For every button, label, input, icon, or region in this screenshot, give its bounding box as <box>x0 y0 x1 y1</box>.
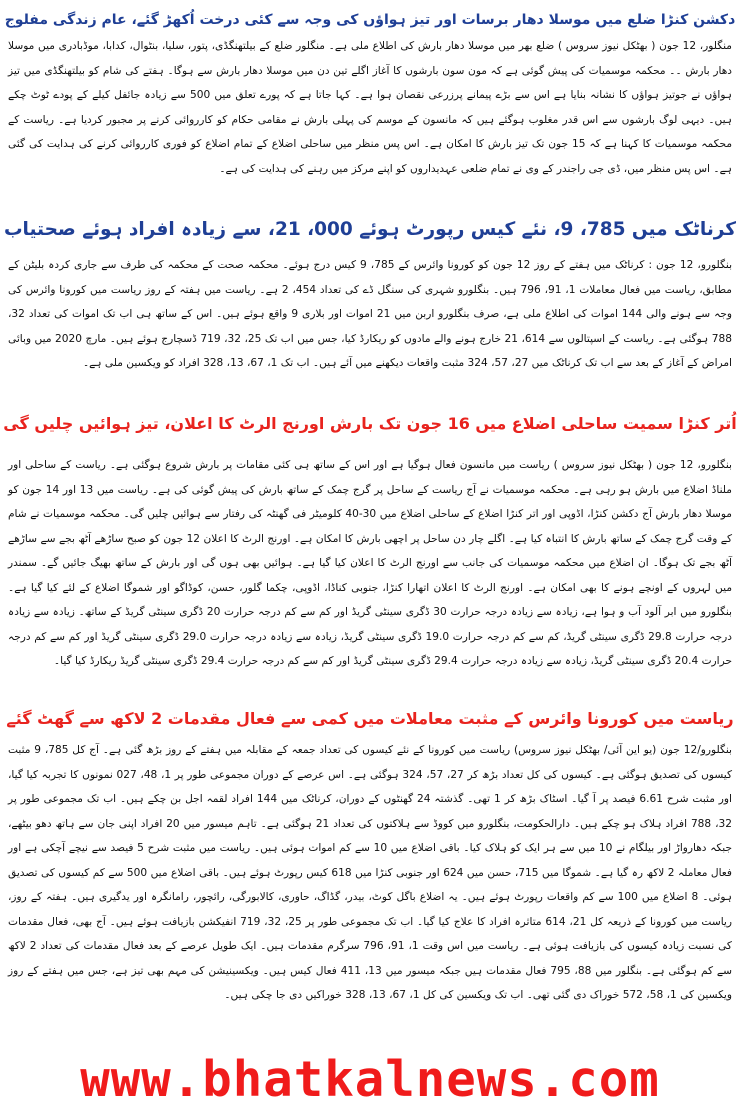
website-footer[interactable]: www.bhatkalnews.com <box>80 1051 660 1108</box>
headline-dakshina-kannada-rain: دکشن کنڑا ضلع میں موسلا دھار برسات اور تیز ہواؤں کی وجہ سے کئی درخت اُکھڑ گئے، عام زندگی مفلوج <box>4 12 736 28</box>
article-body-orange-alert <box>0 453 740 674</box>
article-paragraph: بنگلورو، 12 جون ( بھٹکل نیوز سروس ) ریاست میں مانسون فعال ہوگیا ہے اور اس کے ساتھ ہی کئی مقامات پر بارش شروع ہوگئی ہے۔ ریاست کے ساحلی اور ملناڈ اضلاع میں بارش ہو رہی ہے۔ محکمہ موسمیات نے آج ریاست کے ساحل پر گرج چمک کے ساتھ بارش کی پیش گوئی کی ہے۔ ریاست میں 13 اور 14 جون کو موسلا دھار بارش آج دکشن کنڑا، اڈوپی اور اتر کنڑا اضلاع کے ساحلی اضلاع میں 30-40 کلومیٹر فی گھنٹہ کی رفتار سے ہوائیں چلیں گی۔ محکمہ موسمیات نے شام کے وقت گرج چمک کے ساتھ بارش کا انتباہ کیا ہے۔ اگلے چار دن ساحل پر اچھی بارش کا امکان ہے۔ اورنج الرٹ کا اعلان 12 جون کو صبح ساڑھے آٹھ بجے سے ساڑھے آٹھ بجے تک ہوگا۔ ان اضلاع میں محکمہ موسمیات کی جانب سے اورنج الرٹ کا اعلان کیا گیا ہے۔ ہوائیں بھی ہوں گی اور بارش کے ساتھ بھیگ جائیں گے۔ سمندر میں لہروں کے اونچے ہونے کا بھی امکان ہے۔ اورنج الرٹ کا اعلان اتھارا کنڑا، جنوبی کناڈا، اڈوپی، چکما گلور، حسن، کوڈاگو اور شموگا اضلاع کے لئے کیا گیا ہے۔ بنگلورو میں ابر آلود آب و ہوا ہے، زیادہ سے زیادہ درجہ حرارت 30 ڈگری سینٹی گریڈ اور کم سے کم درجہ حرارت 20 ڈگری سینٹی گریڈ کے ساتھ۔ زیادہ سے زیادہ درجہ حرارت 29.8 ڈگری سینٹی گریڈ، کم سے کم درجہ حرارت 19.0 ڈگری سینٹی گریڈ، زیادہ سے زیادہ درجہ حرارت 29.0 ڈگری سینٹی گریڈ اور کم سے کم درجہ حرارت 20.4 ڈگری سینٹی گریڈ، زیادہ سے زیادہ درجہ حرارت 29.4 ڈگری سینٹی گریڈ اور کم سے کم درجہ حرارت 29.4 ڈگری سینٹی گریڈ ریکارڈ کیا گیا۔ <box>8 459 732 667</box>
article-body-dakshina-kannada-rain <box>0 34 740 181</box>
article-body-active-cases-decline <box>0 738 740 1008</box>
headline-orange-alert: اُتر کنڑا سمیت ساحلی اضلاع میں 16 جون تک بارش اورنج الرٹ کا اعلان، تیز ہوائیں چلیں گی <box>3 414 737 433</box>
article-paragraph: بنگلورو، 12 جون : کرناٹک میں ہفتے کے روز 12 جون کو کورونا وائرس کے 785، 9 کیس درج ہوئے۔ محکمہ صحت کے محکمہ کی طرف سے جاری کردہ بلیٹن کے مطابق، ریاست میں فعال معاملات 1، 91، 796 ہیں۔ بنگلورو شہری کی سنگل ڈے کی تعداد 454، 2 ہے۔ ریاست میں ہفتہ کے روز ریاست میں کورونا وائرس کی وجہ سے ہونے والی 144 اموات کی اطلاع ملی ہے، صرف بنگلورو اربن میں 21 اموات اور بلاری 9 واقع ہوئے ہیں۔ اس کے ساتھ ہی اب تک اموات کی تعداد 32، 788 ہوگئی ہے۔ ریاست کے اسپتالوں سے 614، 21 خارج ہونے والے مادوں کو ریکارڈ کیا، جس میں اب تک 25، 32، 719 ڈسچارج ہوئے ہیں۔ مارچ 2020 میں وبائی امراض کے آغاز کے بعد سے اب تک کرناٹک میں 27، 57، 324 مثبت واقعات دیکھنے میں آئے ہیں۔ اب تک 1، 67، 13، 328 افراد کو ویکسین ملی ہے۔ <box>8 259 733 369</box>
headline-karnataka-covid-cases: کرناٹک میں 785، 9، نئے کیس رپورٹ ہوئے 000، 21، سے زیادہ افراد ہوئے صحتیاب <box>3 219 737 240</box>
article-body-karnataka-covid-cases <box>0 253 740 376</box>
article-paragraph: منگلور، 12 جون ( بھٹکل نیوز سروس ) ضلع بھر میں موسلا دھار بارش کی اطلاع ملی ہے۔ منگلور ضلع کے بیلتھنگڈی، پتور، سلیا، بنٹوال، کدابا، موڈبادری میں موسلا دھار بارش ۔۔ محکمہ موسمیات کی پیش گوئی ہے کہ مون سون بارشوں کا آغاز اگلے تین دن میں موسلا دھار بارش سے ہوگا۔ ہفتے کی شام کو بیلتھنگڈی میں تیز ہواؤں نے جوتیز ہواؤں کا نشانہ بنایا ہے اس سے بڑے پیمانے پرزرعی نقصان ہوا ہے۔ کہا جاتا ہے کہ پورے تعلق میں 500 سے زیادہ جائفل کیلے کے پودے ٹوٹ چکے ہیں۔ دیہی لوگ بارشوں سے اس قدر مغلوب ہوگئے ہیں کہ مانسون کے موسم کی پہلی بارش نے مقامی حکام کو کارروائی کرنے پر مجبور کردیا ہے۔ ریاست کے محکمہ موسمیات کا کہنا ہے کہ 15 جون تک تیز بارش کا امکان ہے۔ اس پس منظر میں ساحلی اضلاع کے تمام اضلاع کو فوری کارروائی کرنے کی ہدایت کی گئی ہے۔ اس پس منظر میں، ڈی جی راجندر کے وی نے تمام ضلعی عہدیداروں کو اپنے مرکز میں رہنے کی ہدایت کی ہے۔ <box>8 40 733 175</box>
headline-active-cases-decline: ریاست میں کورونا وائرس کے مثبت معاملات میں کمی سے فعال مقدمات 2 لاکھ سے گھٹ گئے <box>6 709 734 728</box>
article-paragraph: بنگلورو/12 جون (یو این آئی/ بھٹکل نیوز سروس) ریاست میں کورونا کے نئے کیسوں کی تعداد جمعہ کے مقابلہ میں ہفتے کے روز بڑھ گئی ہے۔ آج کل 785، 9 مثبت کیسوں کی تصدیق ہوگئی ہے۔ کیسوں کی کل تعداد بڑھ کر 27، 57، 324 ہوگئی ہے۔ اس عرصے کے دوران مجموعی طور پر 1، 48، 027 نمونوں کا تجربہ کیا گیا، اور مثبت شرح 6.61 فیصد پر آ گیا۔ اسٹاک بڑھ کر 1 تھی۔ گذشتہ 24 گھنٹوں کے دوران، کرناٹک میں 144 افراد لقمہ اجل بن چکے ہیں۔ اب تک مجموعی طور پر 32، 788 افراد ہلاک ہو چکے ہیں۔ دارالحکومت، بنگلورو میں کووڈ سے ہلاکتوں کی تعداد 21 ہوگئی ہے۔ تاہم میسور میں 20 افراد اپنی جان سے ہاتھ دھو بیٹھے، جبکہ دھارواڑ اور بیلگام نے 10 میں سے ہر ایک کو ہلاک کیا۔ باقی اضلاع میں 10 سے کم اموات ہوئی ہیں۔ ریاست میں مثبت شرح 5 فیصد سے نیچے آچکی ہے اور فعال معاملہ 2 لاکھ رہ گیا ہے۔ شموگا میں 715، حسن میں 624 اور جنوبی کنڑا میں 618 کیس رپورٹ ہوئے ہیں۔ باقی اضلاع میں 500 سے کم کیسوں کی تصدیق ہوئی۔ 8 اضلاع میں 100 سے کم واقعات رپورٹ ہوئے ہیں۔ یہ اضلاع باگل کوٹ، بیدر، گڈاگ، حاوری، کالابورگی، رائچور، رامانگرہ اور یدگیری ہیں۔ ہفتہ کے روز، ریاست میں کورونا کے ذریعہ کل 21، 614 متاثرہ افراد کا علاج کیا گیا۔ اب تک مجموعی طور پر 25، 32، 719 انفیکشن بازیافت ہوئے ہیں۔ آج بھی، فعال مقدمات کی نسبت زیادہ کیسوں کی بازیافت ہوئی ہے۔ ریاست میں اس وقت 1، 91، 796 سرگرم مقدمات ہیں۔ ایک طویل عرصے کے بعد فعال مقدمات کی تعداد 2 لاکھ سے کم ہوگئی ہے۔ بنگلور میں 88، 795 فعال مقدمات ہیں جبکہ میسور میں 13، 411 فعال کیس ہیں۔ ویکسینیشن کی مہم بھی تیز ہے، جس میں ہفتے کے روز ویکسین کی 1، 58، 572 خوراک دی گئی تھی۔ اب تک ویکسین کی کل 1، 67، 13، 328 خوراکیں دی جا چکی ہیں۔ <box>8 744 733 1001</box>
